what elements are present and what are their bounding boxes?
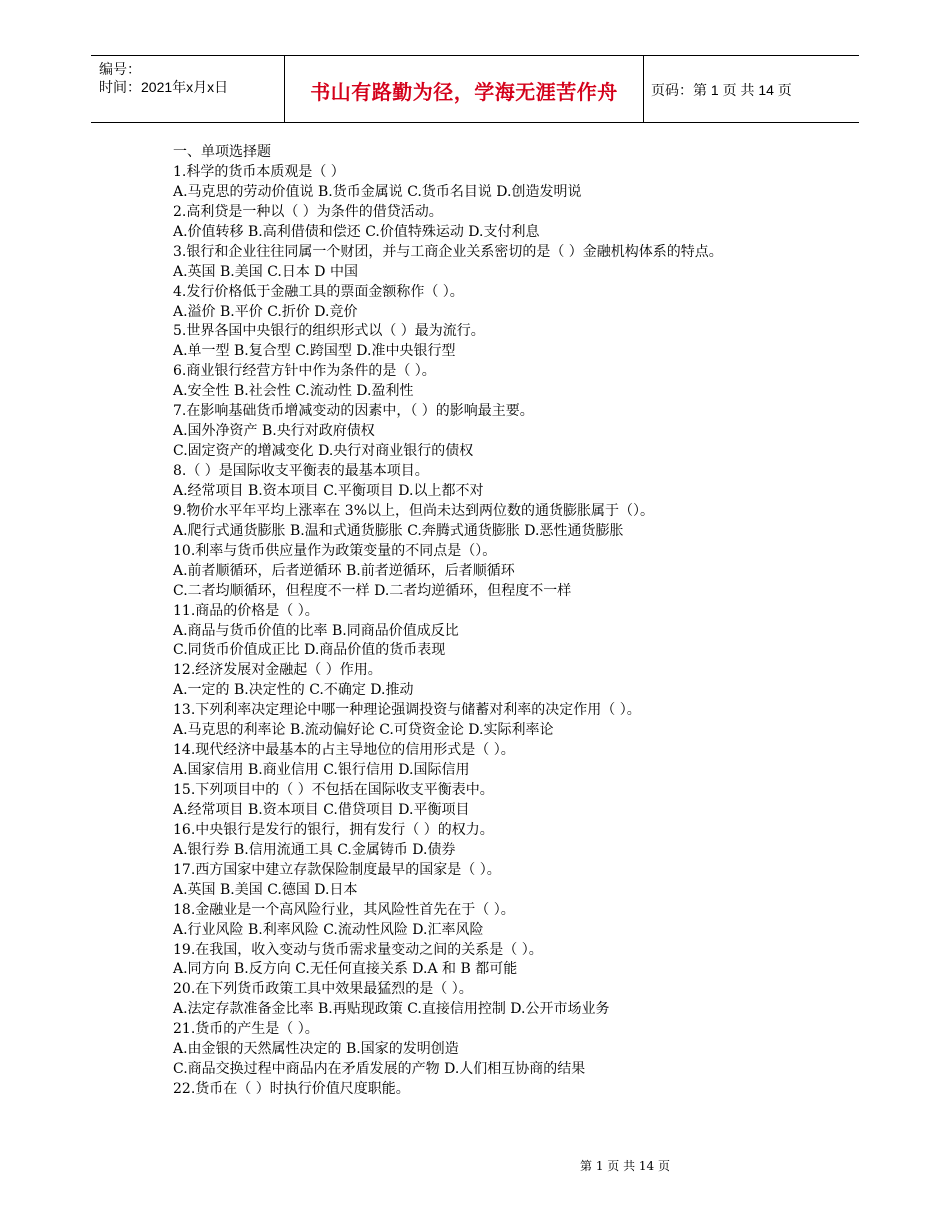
question-line: A.爬行式通货膨胀 B.温和式通货膨胀 C.奔腾式通货膨胀 D.恶性通货膨胀 xyxy=(173,522,624,539)
question-line: A.银行券 B.信用流通工具 C.金属铸币 D.债券 xyxy=(173,841,456,858)
question-line: C.二者均顺循环，但程度不一样 D.二者均逆循环，但程度不一样 xyxy=(173,582,572,599)
question-line: 8.（ ）是国际收支平衡表的最基本项目。 xyxy=(173,463,429,479)
header-motto: 书山有路勤为径，学海无涯苦作舟 xyxy=(310,80,618,104)
question-line: A.英国 B.美国 C.日本 D 中国 xyxy=(173,263,358,280)
question-line: 16.中央银行是发行的银行，拥有发行（ ）的权力。 xyxy=(173,821,494,838)
question-line: 7.在影响基础货币增减变动的因素中，（ ）的影响最主要。 xyxy=(173,403,534,420)
question-line: 20.在下列货币政策工具中效果最猛烈的是（ ）。 xyxy=(173,981,473,998)
question-line: A.安全性 B.社会性 C.流动性 D.盈利性 xyxy=(173,383,414,400)
question-line: 1.科学的货币本质观是（ ） xyxy=(173,163,345,180)
question-line: A.同方向 B.反方向 C.无任何直接关系 D.A 和 B 都可能 xyxy=(173,961,518,978)
question-line: A.国外净资产 B.央行对政府债权 xyxy=(173,423,375,440)
question-line: A.行业风险 B.利率风险 C.流动性风险 D.汇率风险 xyxy=(173,921,484,938)
question-line: 14.现代经济中最基本的占主导地位的信用形式是（ ）。 xyxy=(173,742,515,759)
page-header xyxy=(91,55,859,123)
question-line: A.价值转移 B.高利借债和偿还 C.价值特殊运动 D.支付利息 xyxy=(173,223,540,240)
header-page-cell xyxy=(643,56,859,122)
document-number-label: 编号： xyxy=(99,61,141,77)
question-line: A.一定的 B.决定性的 C.不确定 D.推动 xyxy=(173,682,414,699)
question-line: A.国家信用 B.商业信用 C.银行信用 D.国际信用 xyxy=(173,762,470,779)
question-list xyxy=(173,143,873,1100)
page-footer: 第 1 页 共 14 页 xyxy=(580,1159,670,1173)
question-line: A.马克思的利率论 B.流动偏好论 C.可贷资金论 D.实际利率论 xyxy=(173,722,554,739)
question-line: A.法定存款准备金比率 B.再贴现政策 C.直接信用控制 D.公开市场业务 xyxy=(173,1001,610,1018)
question-line: C.固定资产的增减变化 D.央行对商业银行的债权 xyxy=(173,443,474,460)
question-line: A.经常项目 B.资本项目 C.平衡项目 D.以上都不对 xyxy=(173,482,484,499)
question-line: 4.发行价格低于金融工具的票面金额称作（ ）。 xyxy=(173,283,464,300)
question-line: A.由金银的天然属性决定的 B.国家的发明创造 xyxy=(173,1041,459,1058)
question-line: A.单一型 B.复合型 C.跨国型 D.准中央银行型 xyxy=(173,343,456,360)
question-line: 9.物价水平年平均上涨率在 3%以上，但尚未达到两位数的通货膨胀属于（）。 xyxy=(173,502,655,519)
question-line: 21.货币的产生是（ ）。 xyxy=(173,1021,319,1038)
question-line: 15.下列项目中的（ ）不包括在国际收支平衡表中。 xyxy=(173,782,494,798)
question-line: A.经常项目 B.资本项目 C.借贷项目 D.平衡项目 xyxy=(173,801,470,818)
question-line: 5.世界各国中央银行的组织形式以（ ）最为流行。 xyxy=(173,323,485,340)
question-line: 18.金融业是一个高风险行业，其风险性首先在于（ ）。 xyxy=(173,901,515,918)
question-line: 11.商品的价格是（ ）。 xyxy=(173,602,319,619)
question-line: 6.商业银行经营方针中作为条件的是（ ）。 xyxy=(173,363,436,380)
question-line: 13.下列利率决定理论中哪一种理论强调投资与储蓄对利率的决定作用（ ）。 xyxy=(173,702,641,719)
question-line: A.溢价 B.平价 C.折价 D.竞价 xyxy=(173,303,358,320)
question-line: A.商品与货币价值的比率 B.同商品价值成反比 xyxy=(173,622,459,639)
header-meta-cell xyxy=(91,56,284,122)
question-line: C.同货币价值成正比 D.商品价值的货币表现 xyxy=(173,642,446,659)
question-line: A.英国 B.美国 C.德国 D.日本 xyxy=(173,881,358,898)
header-page-info: 页码：第 1 页 共 14 页 xyxy=(651,82,792,98)
question-line: 19.在我国，收入变动与货币需求量变动之间的关系是（ ）。 xyxy=(173,941,543,958)
question-line: A.马克思的劳动价值说 B.货币金属说 C.货币名目说 D.创造发明说 xyxy=(173,183,582,200)
question-line: C.商品交换过程中商品内在矛盾发展的产物 D.人们相互协商的结果 xyxy=(173,1061,586,1078)
question-line: 17.西方国家中建立存款保险制度最早的国家是（ ）。 xyxy=(173,861,501,878)
header-motto-cell xyxy=(284,56,644,122)
question-line: 3.银行和企业往往同属一个财团，并与工商企业关系密切的是（ ）金融机构体系的特点。 xyxy=(173,243,723,260)
question-line: 12.经济发展对金融起（ ）作用。 xyxy=(173,662,382,679)
question-line: A.前者顺循环，后者逆循环 B.前者逆循环，后者顺循环 xyxy=(173,562,515,579)
question-line: 2.高利贷是一种以（ ）为条件的借贷活动。 xyxy=(173,203,443,220)
question-line: 22.货币在（ ）时执行价值尺度职能。 xyxy=(173,1081,410,1098)
question-line: 10.利率与货币供应量作为政策变量的不同点是（）。 xyxy=(173,542,497,559)
section-heading: 一、单项选择题 xyxy=(173,144,271,160)
document-time-label: 时间：2021年x月x日 xyxy=(99,79,229,95)
